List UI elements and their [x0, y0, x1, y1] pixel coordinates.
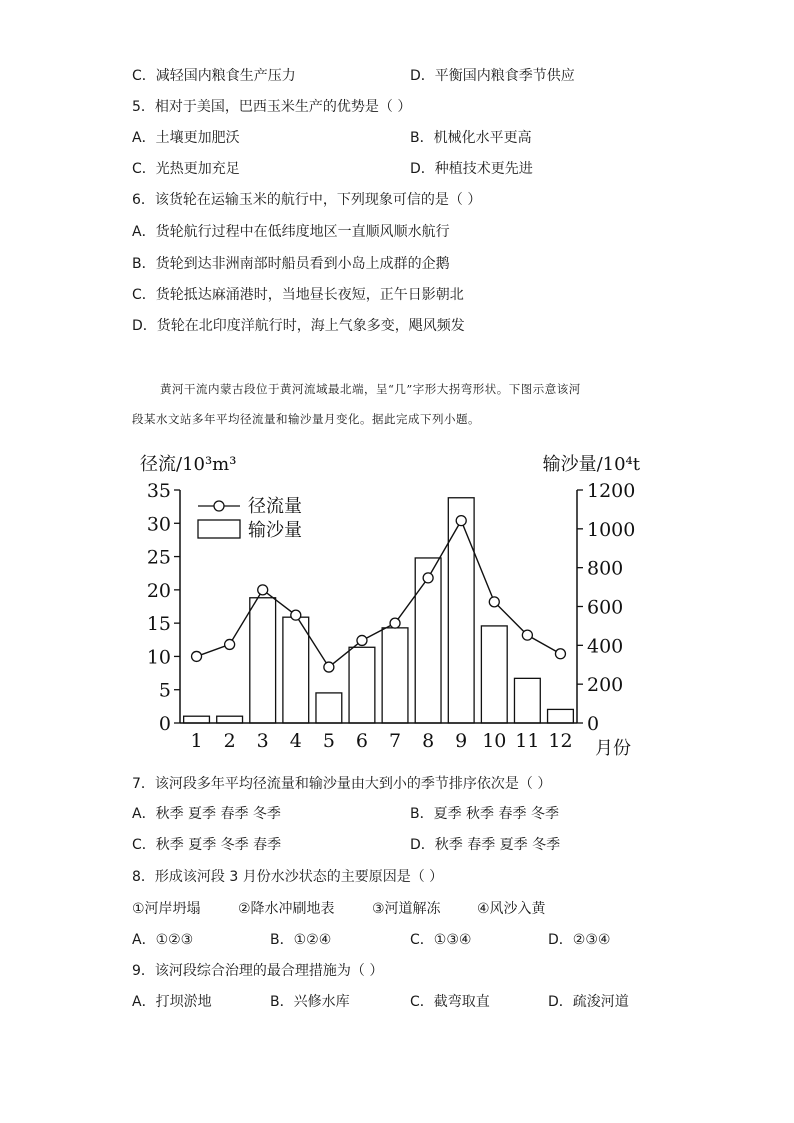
runoff-sediment-chart	[130, 448, 650, 763]
x-tick-label-1: 1	[190, 730, 203, 752]
sediment-bar-3	[250, 598, 276, 723]
q5-stem: 5．相对于美国，巴西玉米生产的优势是（ ）	[132, 99, 412, 115]
x-tick-label-10: 10	[482, 730, 507, 752]
left-tick-label: 30	[146, 513, 171, 536]
x-tick-label-3: 3	[256, 730, 269, 752]
sediment-bar-9	[448, 498, 474, 723]
q8-factor-4: ④风沙入黄	[477, 901, 546, 917]
q9-option-a: A．打坝淤地	[132, 994, 212, 1010]
runoff-point-12	[555, 649, 565, 659]
q8-option-d: D．②③④	[548, 932, 611, 948]
left-tick-label: 10	[146, 646, 171, 669]
runoff-point-8	[423, 573, 433, 583]
runoff-point-5	[324, 662, 334, 672]
x-tick-label-12: 12	[548, 730, 573, 752]
q7-option-c: C．秋季 夏季 冬季 春季	[132, 837, 282, 853]
left-tick-label: 15	[146, 613, 171, 636]
q7-stem: 7．该河段多年平均径流量和输沙量由大到小的季节排序依次是（ ）	[132, 776, 552, 792]
runoff-point-9	[456, 516, 466, 526]
q8-option-a: A．①②③	[132, 932, 194, 948]
legend-bar-swatch	[198, 520, 240, 538]
q8-stem: 8．形成该河段 3 月份水沙状态的主要原因是（ ）	[132, 869, 444, 885]
q6-option-d: D．货轮在北印度洋航行时，海上气象多变，飓风频发	[132, 318, 465, 334]
sediment-bar-11	[514, 678, 540, 723]
q8-option-b: B．①②④	[270, 932, 332, 948]
runoff-point-7	[390, 618, 400, 628]
x-axis-label: 月份	[595, 738, 631, 759]
x-tick-label-8: 8	[422, 730, 435, 752]
q4-option-c: C．减轻国内粮食生产压力	[132, 68, 296, 84]
runoff-point-6	[357, 635, 367, 645]
sediment-bar-7	[382, 628, 408, 723]
q7-option-d: D．秋季 春季 夏季 冬季	[410, 837, 561, 853]
x-tick-label-5: 5	[322, 730, 335, 752]
left-tick-label: 5	[158, 679, 171, 702]
intro-line-1: 黄河干流内蒙古段位于黄河流域最北端，呈“几”字形大拐弯形状。下图示意该河	[160, 382, 581, 396]
right-tick-label: 800	[587, 557, 624, 580]
q7-option-b: B．夏季 秋季 春季 冬季	[410, 806, 559, 822]
q6-option-a: A．货轮航行过程中在低纬度地区一直顺风顺水航行	[132, 224, 450, 240]
runoff-point-10	[489, 597, 499, 607]
q9-option-b: B．兴修水库	[270, 994, 350, 1010]
runoff-point-2	[225, 639, 235, 649]
q9-option-c: C．截弯取直	[410, 994, 490, 1010]
q5-option-d: D．种植技术更先进	[410, 161, 533, 177]
x-tick-label-7: 7	[388, 730, 402, 752]
q6-stem: 6．该货轮在运输玉米的航行中，下列现象可信的是（ ）	[132, 192, 482, 208]
sediment-bar-5	[316, 693, 342, 723]
runoff-point-3	[258, 585, 268, 595]
x-tick-label-2: 2	[223, 730, 236, 752]
legend-line-label: 径流量	[248, 496, 302, 517]
left-tick-label: 25	[146, 546, 171, 569]
right-tick-label: 0	[587, 713, 600, 735]
q6-option-c: C．货轮抵达麻涌港时，当地昼长夜短，正午日影朝北	[132, 287, 464, 303]
runoff-point-4	[291, 610, 301, 620]
q8-factor-1: ①河岸坍塌	[132, 901, 201, 917]
q5-option-b: B．机械化水平更高	[410, 130, 532, 146]
sediment-bar-12	[548, 709, 574, 723]
right-tick-label: 1000	[587, 518, 636, 541]
q5-option-a: A．土壤更加肥沃	[132, 130, 240, 146]
runoff-point-11	[522, 630, 532, 640]
legend-marker-swatch	[214, 501, 224, 511]
legend-bar-label: 输沙量	[248, 520, 302, 541]
right-axis-label: 输沙量/10⁴t	[542, 454, 640, 475]
sediment-bar-6	[349, 647, 375, 723]
runoff-point-1	[192, 651, 202, 661]
right-tick-label: 1200	[587, 480, 636, 502]
left-tick-label: 20	[146, 579, 171, 602]
intro-line-2: 段某水文站多年平均径流量和输沙量月变化。据此完成下列小题。	[132, 412, 480, 426]
sediment-bar-2	[217, 716, 243, 723]
sediment-bar-4	[283, 617, 309, 723]
x-tick-label-6: 6	[355, 730, 369, 752]
left-tick-label: 0	[158, 713, 171, 735]
right-tick-label: 600	[587, 596, 624, 619]
q9-option-d: D．疏浚河道	[548, 994, 629, 1010]
left-axis-label: 径流/10³m³	[140, 454, 237, 475]
sediment-bar-1	[184, 716, 210, 723]
q8-factor-2: ②降水冲刷地表	[238, 901, 335, 917]
left-tick-label: 35	[146, 480, 171, 502]
q9-stem: 9．该河段综合治理的最合理措施为（ ）	[132, 963, 384, 979]
q6-option-b: B．货轮到达非洲南部时船员看到小岛上成群的企鹅	[132, 256, 450, 272]
q8-factor-3: ③河道解冻	[372, 901, 441, 917]
sediment-bar-10	[481, 626, 507, 723]
right-tick-label: 200	[587, 674, 624, 697]
x-tick-label-11: 11	[515, 730, 540, 752]
q5-option-c: C．光热更加充足	[132, 161, 240, 177]
x-tick-label-4: 4	[289, 730, 302, 752]
q8-option-c: C．①③④	[410, 932, 472, 948]
q4-option-d: D．平衡国内粮食季节供应	[410, 68, 575, 84]
x-tick-label-9: 9	[455, 730, 468, 752]
q7-option-a: A．秋季 夏季 春季 冬季	[132, 806, 281, 822]
right-tick-label: 400	[587, 635, 624, 658]
